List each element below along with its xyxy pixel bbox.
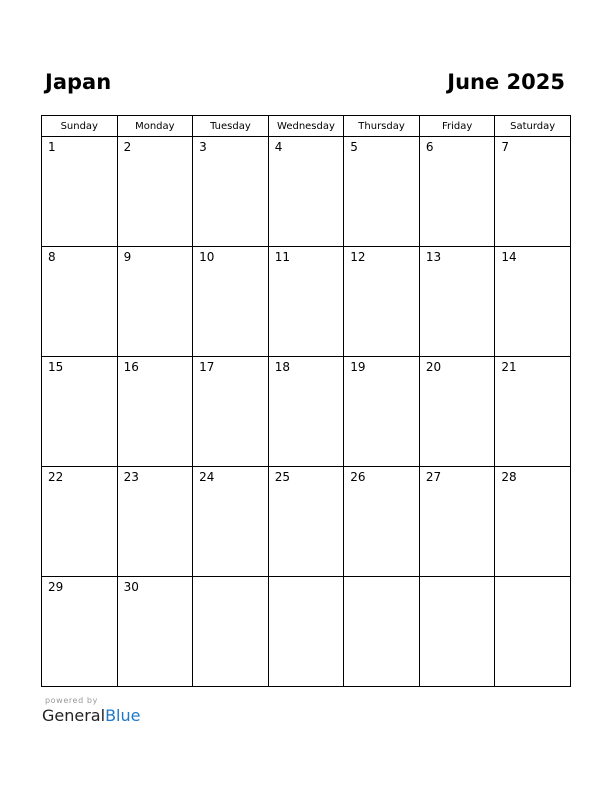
day-number: 26	[350, 470, 366, 484]
day-number: 11	[274, 250, 290, 264]
day-cell	[117, 357, 193, 467]
day-cell	[268, 137, 344, 247]
day-number: 2	[123, 140, 132, 154]
powered-by-text: powered by	[45, 696, 98, 705]
day-cell	[344, 577, 420, 687]
weekday-wednesday: Wednesday	[268, 116, 344, 137]
day-cell	[42, 467, 118, 577]
day-cell	[42, 357, 118, 467]
day-cell	[42, 577, 118, 687]
day-cell	[344, 357, 420, 467]
day-cell	[117, 137, 193, 247]
day-cell	[495, 247, 571, 357]
day-number	[269, 577, 344, 580]
day-number: 21	[501, 360, 517, 374]
day-number: 3	[199, 140, 207, 154]
day-cell	[419, 357, 495, 467]
weekday-sunday: Sunday	[42, 116, 118, 137]
day-number: 23	[123, 470, 139, 484]
brand-general: General	[42, 706, 106, 725]
day-cell	[419, 467, 495, 577]
day-cell	[193, 137, 269, 247]
day-cell	[419, 247, 495, 357]
day-cell	[193, 577, 269, 687]
day-cell	[495, 137, 571, 247]
day-cell	[42, 247, 118, 357]
day-cell	[495, 357, 571, 467]
day-number: 27	[425, 470, 442, 484]
day-cell	[193, 247, 269, 357]
weekday-header-row	[42, 116, 571, 137]
day-cell	[344, 247, 420, 357]
footer-branding	[42, 696, 140, 725]
day-number	[344, 577, 419, 580]
day-number: 12	[350, 250, 366, 264]
day-cell	[268, 357, 344, 467]
day-cell	[344, 137, 420, 247]
day-number: 24	[199, 470, 215, 484]
day-number: 20	[425, 360, 442, 374]
day-number	[495, 577, 570, 580]
day-number	[193, 577, 268, 580]
day-number: 25	[274, 470, 290, 484]
day-cell	[42, 137, 118, 247]
weekday-thursday: Thursday	[344, 116, 420, 137]
day-number: 5	[350, 140, 358, 154]
weekday-tuesday: Tuesday	[193, 116, 269, 137]
day-number: 8	[48, 250, 56, 264]
day-cell	[117, 467, 193, 577]
day-cell	[495, 467, 571, 577]
weekday-saturday: Saturday	[495, 116, 571, 137]
day-number: 28	[501, 470, 517, 484]
day-cell	[268, 467, 344, 577]
week-row-4	[42, 467, 571, 577]
brand-blue: Blue	[105, 706, 141, 725]
day-number: 9	[123, 250, 132, 264]
week-row-2	[42, 247, 571, 357]
week-row-1	[42, 137, 571, 247]
day-cell	[344, 467, 420, 577]
week-row-5	[42, 577, 571, 687]
day-number: 17	[199, 360, 215, 374]
day-number: 14	[501, 250, 517, 264]
day-number: 30	[123, 580, 139, 594]
day-cell	[495, 577, 571, 687]
day-number: 4	[274, 140, 283, 154]
calendar-grid	[41, 115, 571, 687]
country-title: Japan	[45, 70, 112, 94]
day-cell	[117, 577, 193, 687]
day-number: 29	[48, 580, 64, 594]
day-cell	[117, 247, 193, 357]
brand-logo[interactable]	[42, 706, 140, 725]
day-cell	[268, 577, 344, 687]
day-number: 13	[425, 250, 442, 264]
day-number: 15	[48, 360, 64, 374]
week-row-3	[42, 357, 571, 467]
day-number: 10	[199, 250, 215, 264]
day-number: 18	[274, 360, 290, 374]
day-number: 16	[123, 360, 139, 374]
month-year-title: June 2025	[447, 70, 565, 94]
day-number: 19	[350, 360, 366, 374]
day-cell	[419, 137, 495, 247]
day-cell	[419, 577, 495, 687]
day-cell	[268, 247, 344, 357]
weekday-monday: Monday	[117, 116, 193, 137]
day-number: 6	[425, 140, 434, 154]
day-number: 22	[48, 470, 64, 484]
day-number: 7	[501, 140, 510, 154]
day-number	[420, 577, 495, 580]
day-cell	[193, 357, 269, 467]
weekday-friday: Friday	[419, 116, 495, 137]
day-number: 1	[48, 140, 56, 154]
day-cell	[193, 467, 269, 577]
